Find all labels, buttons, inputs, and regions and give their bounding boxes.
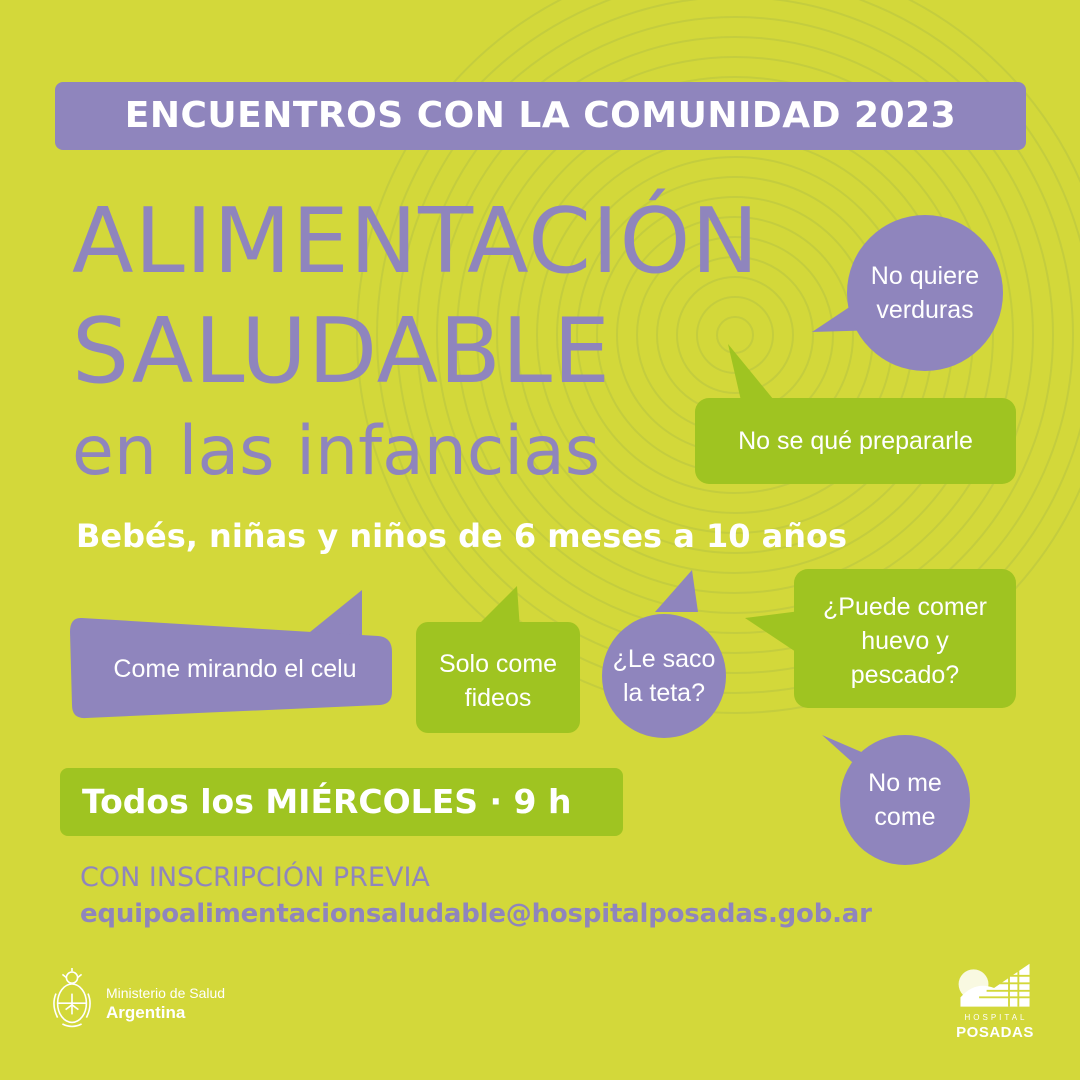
- bubble-huevo-line3: pescado?: [850, 661, 960, 689]
- bubble-no-quiere-verduras: [850, 259, 1000, 327]
- ministry-label: [106, 984, 225, 1024]
- bubble-fideos-line1: Solo come: [438, 650, 558, 678]
- bubble-no-quiere-line1: No quiere: [870, 262, 980, 290]
- bubble-no-me-come: [840, 766, 970, 834]
- bubble-huevo-line2: huevo y: [861, 627, 949, 655]
- event-banner: ENCUENTROS CON LA COMUNIDAD 2023: [55, 82, 1026, 150]
- title-saludable: SALUDABLE: [72, 299, 611, 404]
- registration-note: CON INSCRIPCIÓN PREVIA: [80, 862, 430, 893]
- bubble-no-se-que-prepararle: No se qué prepararle: [738, 427, 973, 455]
- title-alimentacion: ALIMENTACIÓN: [72, 189, 760, 294]
- bubble-le-saco-la-teta: [600, 642, 728, 710]
- bubble-fideos-line2: fideos: [464, 684, 532, 712]
- bubble-puede-comer-huevo-pescado: [794, 590, 1016, 692]
- bubble-no-quiere-line2: verduras: [876, 296, 974, 324]
- bubble-solo-come-fideos: [416, 647, 580, 715]
- bubble-huevo-line1: ¿Puede comer: [823, 593, 987, 621]
- title-infancias: en las infancias: [72, 412, 601, 491]
- bubble-no-me-come-line1: No me: [868, 769, 942, 797]
- hospital-building-icon: [950, 960, 1040, 1016]
- audience-subtitle: Bebés, niñas y niños de 6 meses a 10 años: [76, 517, 848, 555]
- hospital-label: HOSPITAL: [964, 1013, 1028, 1022]
- contact-email[interactable]: equipoalimentacionsaludable@hospitalposadas.gob.ar: [80, 899, 872, 929]
- bubble-come-mirando-el-celu: Come mirando el celu: [113, 655, 357, 683]
- hospital-name: POSADAS: [956, 1024, 1034, 1041]
- bubble-no-se-que-prepararle-shape: [695, 344, 1016, 484]
- bubble-teta-line2: la teta?: [622, 679, 705, 707]
- ministry-name: Ministerio de Salud: [106, 985, 226, 1001]
- ministry-country: Argentina: [106, 1003, 186, 1022]
- schedule-banner: Todos los MIÉRCOLES · 9 h: [60, 768, 623, 836]
- bubble-teta-line1: ¿Le saco: [612, 645, 716, 673]
- bubble-no-me-come-line2: come: [874, 803, 936, 831]
- coat-of-arms-icon: [48, 968, 96, 1032]
